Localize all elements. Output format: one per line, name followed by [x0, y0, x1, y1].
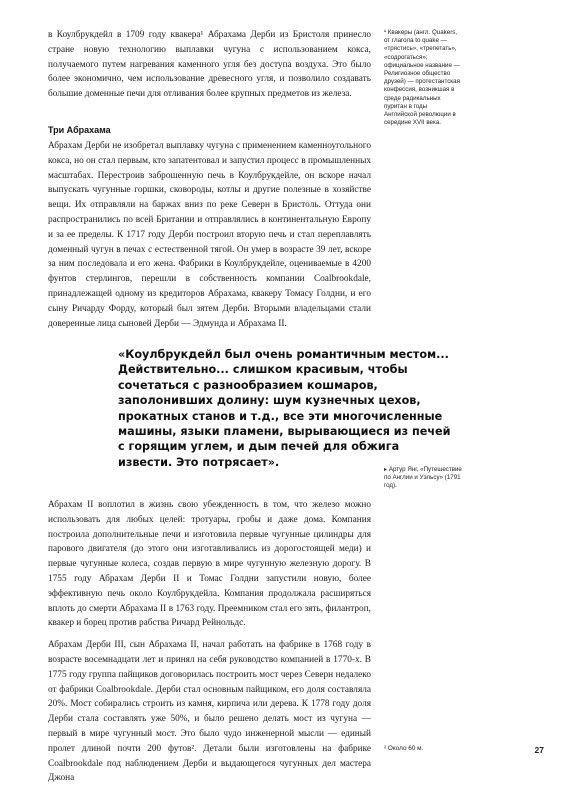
page-number: 27 — [534, 745, 544, 755]
section-heading: Три Абрахама — [48, 125, 111, 135]
darby-ii-iii-text — [48, 498, 371, 786]
paragraph-darby-ii: Абрахам II воплотил в жизнь свою убежденность в том, что железо можно использовать для любых целей: тротуары, гробы и даже дома. Компания построила дополнительные печи и изготовила первые чугунные цилиндры для парового двигателя (до этого они изготавливались из дорогостоящей меди) и первые чугунные колеса, создав первую в мире чугунную железную дорогу. В 1755 году Абрахам Дерби II и Томас Голдни запустили новую, более эффективную печь около Коулбрукдейла. Компания продолжала расширяться вплоть до смерти Абрахама II в 1763 году. Преемником стал его зять, филантроп, квакер и борец против рабства Ричард Рейнольдс. — [48, 500, 371, 629]
paragraph-darby-i: Абрахам Дерби не изобретал выплавку чугуна с применением каменноугольного кокса, но он стал первым, кто запатентовал и запустил процесс в промышленных масштабах. Перестроив заброшенную печь в Коулбрукдейле, он вскоре начал выпускать чугунные горшки, сковороды, котлы и другие полезные в хозяйстве вещи. Их отправляли на баржах вниз по реке Северн в Бристоль. Оттуда они распространились по всей Британии и отправлялись в континентальную Европу и за ее пределы. К 1717 году Дерби построил вторую печь и стал переплавлять доменный чугун в печах с естественной тягой. Он умер в возрасте 39 лет, вскоре за ним последовала и его жена. Фабрики в Коулбрукдейле, оцениваемые в 4200 фунтов стерлингов, перешли в собственность компании Coalbrookdale, принадлежащей одному из кредиторов Абрахама, квакеру Томасу Голдни, и его сыну Ричарду Форду, который был зятем Дерби. Вторыми владельцами стали доверенные лица сыновей Дерби — Эдмунда и Абрахама II. — [48, 141, 371, 329]
sidenote-quakers — [384, 29, 460, 127]
sidenote-marker: ¹ — [384, 29, 387, 36]
footnote-distance: ² Около 60 м. — [384, 745, 424, 752]
intro-text-block — [48, 28, 371, 102]
paragraph-darby-iii: Абрахам Дерби III, сын Абрахама II, начал работать на фабрике в 1768 году в возрасте восемнадцати лет и принял на себя руководство компанией в 1770-х. В 1775 году группа пайщиков договорилась построить мост через Северн недалеко от фабрики Coalbrookdale. Дерби стал основным пайщиком, его доля составляла 20%. Мост собирались строить из камня, кирпича или дерева. К 1778 году доля Дерби стала составлять уже 50%, и было решено делать мост из чугуна — первый в мире чугунный мост. Это было чудо инженерной мысли — единый пролет длиной почти 200 футов². Детали были изготовлены на фабрике Coalbrookdale под наблюдением Дерби и выдающегося чугунных дел мастера Джона — [48, 640, 371, 784]
pull-quote: «Коулбрукдейл был очень романтичным местом... Действительно... слишком красивым, чтобы сочетаться с разнообразием кошмаров, заполонивших долину: шум кузнечных цехов, прокатных станов и т.д., все эти многочисленные машины, языки пламени, вырывающиеся из печей с горящим углем, и дым печей для обжига извести. Это потрясает». — [118, 348, 451, 469]
quote-attribution: ▸ Артур Янг, «Путешествие по Англии и Уэльсу» (1791 год). — [384, 466, 462, 490]
three-abrahams-text — [48, 139, 371, 331]
sidenote-text: Квакеры (англ. Quakers, от глагола to quake — «трястись», «трепетать», «содрогаться»; официальное название — Религиозное общество друзей) — протестантская конфессия, возникшая в среде радикальных пуритан в годы Английской революции в середине XVII века. — [384, 29, 460, 127]
intro-paragraph: в Коулбрукдейл в 1709 году квакера¹ Абрахама Дерби из Бристоля принесло стране новую технологию выплавки чугуна с использованием кокса, получаемого путем нагревания каменного угля без доступа воздуха. Это было более экономично, чем использование древесного угля, и позволило создавать большие доменные печи для отливания более крупных предметов из железа. — [48, 30, 371, 100]
